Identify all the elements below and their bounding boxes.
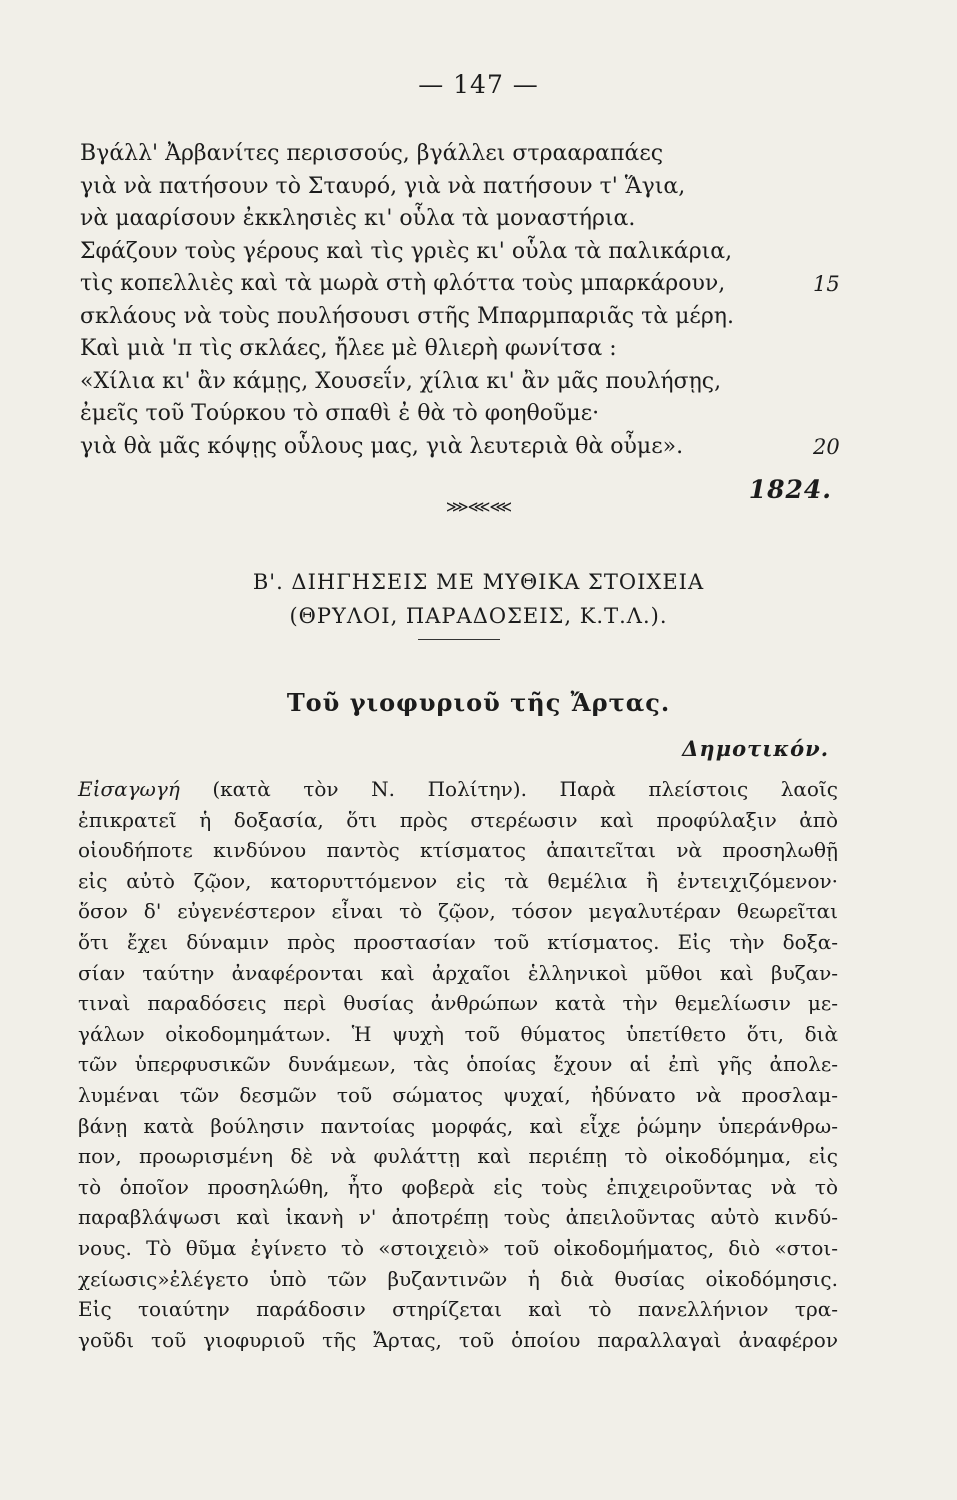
prose-line: εἰς αὐτὸ ζῷον, κατορυττόμενον εἰς τὰ θεμέλια ἢ ἐντειχιζόμενον·	[78, 868, 838, 893]
prose-body	[78, 774, 838, 1355]
poem-block	[80, 138, 870, 463]
prose-line: πον, προωρισμένη δὲ νὰ φυλάττῃ καὶ περιέπῃ τὸ οἰκοδόμημα, εἰς	[78, 1144, 838, 1169]
prose-line: τιναὶ παραδόσεις περὶ θυσίας ἀνθρώπων κατὰ τὴν θεμελίωσιν με-	[78, 991, 838, 1016]
poem-line: τὶς κοπελλιὲς καὶ τὰ μωρὰ στὴ φλόττα τοὺς μπαρκάρουν, 15	[80, 268, 870, 301]
poem-line: Καὶ μιὰ 'π τὶς σκλάες, ἤλεε μὲ θλιερὴ φωνίτσα :	[80, 336, 617, 361]
section-heading	[0, 565, 957, 633]
ornament-divider: ⋙⋘⋘	[445, 497, 512, 516]
prose-line: γοῦδι τοῦ γιοφυριοῦ τῆς Ἄρτας, τοῦ ὁποίου παραλλαγαὶ ἀναφέρον	[78, 1327, 838, 1352]
prose-line: οἱουδήποτε κινδύνου παντὸς κτίσματος ἀπαιτεῖται νὰ προσηλωθῇ	[78, 838, 838, 863]
section-heading-line: (ΘΡΥΛΟΙ, ΠΑΡΑΔΟΣΕΙΣ, Κ.Τ.Λ.).	[289, 604, 668, 628]
poem-line: Βγάλλ' Ἀρβανίτες περισσούς, βγάλλει στρααραπάες	[80, 141, 664, 166]
prose-line: σίαν ταύτην ἀναφέρονται καὶ ἀρχαῖοι ἑλληνικοὶ μῦθοι καὶ βυζαν-	[78, 960, 838, 985]
song-title: Τοῦ γιοφυριοῦ τῆς Ἄρτας.	[286, 688, 671, 717]
prose-line: Εἰς τοιαύτην παράδοσιν στηρίζεται καὶ τὸ πανελλήνιον τρα-	[78, 1297, 838, 1322]
poem-line: ἐμεῖς τοῦ Τούρκου τὸ σπαθὶ ἐ θὰ τὸ φοηθοῦμε·	[80, 401, 600, 426]
intro-label: Εἰσαγωγή	[78, 777, 180, 801]
prose-line: τῶν ὑπερφυσικῶν δυνάμεων, τὰς ὁποίας ἔχουν αἱ ἐπὶ γῆς ἀπολε-	[78, 1052, 838, 1077]
prose-line: ἐπικρατεῖ ἡ δοξασία, ὅτι πρὸς στερέωσιν καὶ προφύλαξιν ἀπὸ	[78, 807, 838, 832]
line-number: 15	[813, 272, 840, 296]
section-heading-line: Β'. ΔΙΗΓΗΣΕΙΣ ΜΕ ΜΥΘΙΚΑ ΣΤΟΙΧΕΙΑ	[252, 570, 705, 594]
poem-line: γιὰ θὰ μᾶς κόψῃς οὗλους μας, γιὰ λευτεριὰ θὰ οὖμε». 20	[80, 431, 870, 464]
prose-line: βάνῃ κατὰ βούλησιν παντοίας μορφάς, καὶ εἶχε ῥώμην ὑπεράνθρω-	[78, 1113, 838, 1138]
line-number: 20	[813, 434, 840, 459]
song-genre: Δημοτικόν.	[682, 736, 829, 761]
poem-line: Σφάζουν τοὺς γέρους καὶ τὶς γριὲς κι' οὗλα τὰ παλικάρια,	[80, 238, 733, 264]
prose-line: χείωσις»ἐλέγετο ὑπὸ τῶν βυζαντινῶν ἡ διὰ θυσίας οἰκοδόμησις.	[78, 1266, 838, 1291]
prose-line: Εἰσαγωγή (κατὰ τὸν Ν. Πολίτην). Παρὰ πλείστοις λαοῖς	[78, 777, 838, 801]
poem-line: «Χίλια κι' ἂν κάμῃς, Χουσεΐν, χίλια κι' ἂν μᾶς πουλήσῃς,	[80, 368, 722, 394]
prose-line: νους. Τὸ θῦμα ἐγίνετο τὸ «στοιχειὸ» τοῦ οἰκοδομήματος, διὸ «στοι-	[78, 1235, 838, 1260]
section-rule	[418, 639, 500, 640]
poem-date: 1824.	[748, 475, 832, 504]
prose-line: ὅσον δ' εὐγενέστερον εἶναι τὸ ζῷον, τόσον μεγαλυτέραν θεωρεῖται	[78, 899, 838, 924]
page-number: — 147 —	[418, 70, 539, 99]
prose-line: λυμέναι τῶν δεσμῶν τοῦ σώματος ψυχαί, ἠδύνατο νὰ προσλαμ-	[78, 1082, 838, 1107]
poem-line: νὰ μααρίσουν ἐκκλησιὲς κι' οὗλα τὰ μοναστήρια.	[80, 206, 636, 231]
prose-line: παραβλάψωσι καὶ ἱκανὴ ν' ἀποτρέπῃ τοὺς ἀπειλοῦντας αὐτὸ κινδύ-	[78, 1205, 838, 1230]
poem-line: σκλάους νὰ τοὺς πουλήσουσι στῆς Μπαρμπαριᾶς τὰ μέρη.	[80, 303, 734, 329]
prose-line: τὸ ὁποῖον προσηλώθη, ἦτο φοβερὰ εἰς τοὺς ἐπιχειροῦντας νὰ τὸ	[78, 1174, 838, 1199]
prose-line: γάλων οἰκοδομημάτων. Ἡ ψυχὴ τοῦ θύματος ὑπετίθετο ὅτι, διὰ	[78, 1021, 838, 1046]
prose-line: ὅτι ἔχει δύναμιν πρὸς προστασίαν τοῦ κτίσματος. Εἰς τὴν δοξα-	[78, 929, 838, 954]
poem-line: γιὰ νὰ πατήσουν τὸ Σταυρό, γιὰ νὰ πατήσουν τ' Ἅγια,	[80, 173, 686, 199]
